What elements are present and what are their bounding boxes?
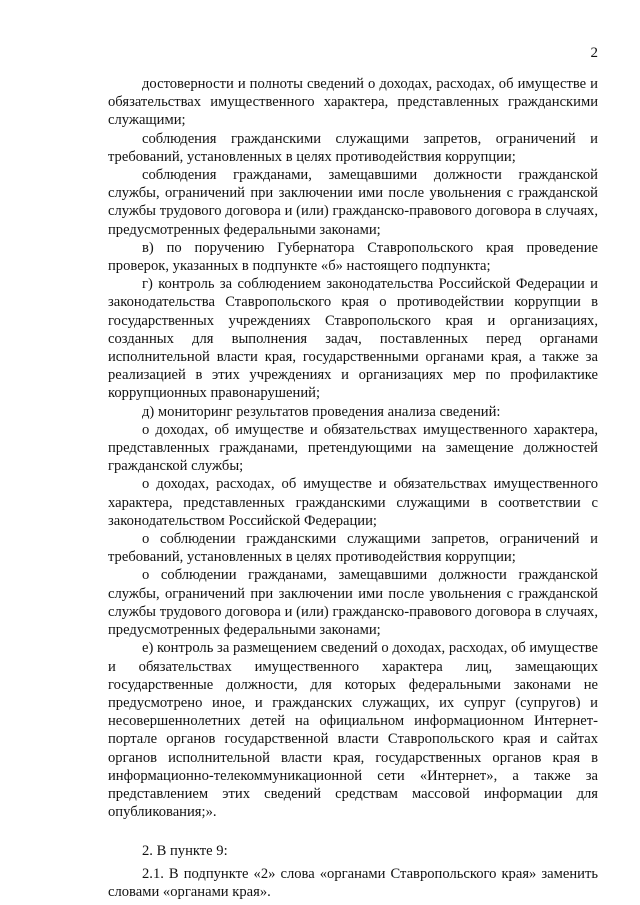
- paragraph: 2.1. В подпункте «2» слова «органами Ставропольского края» заменить словами «органами края».: [108, 865, 598, 900]
- paragraph-gap: [108, 821, 598, 842]
- paragraph: 2. В пункте 9:: [142, 843, 228, 860]
- paragraph: о соблюдении гражданскими служащими запретов, ограничений и требований, установленных в целях противодействия коррупции;: [108, 531, 598, 566]
- paragraph: в) по поручению Губернатора Ставропольского края проведение проверок, указанных в подпункте «б» настоящего подпункта;: [108, 239, 598, 275]
- page-number: 2: [590, 45, 598, 61]
- paragraph: д) мониторинг результатов проведения анализа сведений:: [142, 403, 501, 420]
- paragraph: соблюдения гражданскими служащими запретов, ограничений и требований, установленных в целях противодействия коррупции;: [108, 130, 598, 165]
- paragraph: е) контроль за размещением сведений о доходах, расходах, об имуществе и обязательствах имущественного характера лиц, замещающих государственные должности, для которых федеральными законами не предусмотрено иное, и гражданских служащих, их супруг (супругов) и несовершеннолетних детей на официальном информационном Интернет-портале органов государственной власти Ставропольского края и сайтах органов исполнительной власти края, государственных органов края в информационно-телекоммуникационной сети «Интернет», а также за представлением этих сведений средствам массовой информации для опубликования;».: [108, 640, 598, 821]
- document-body: [108, 75, 598, 901]
- paragraph: достоверности и полноты сведений о доходах, расходах, об имуществе и обязательствах имущественного характера, представленных гражданскими служащими;: [108, 76, 598, 129]
- paragraph: соблюдения гражданами, замещавшими должности гражданской службы, ограничений при заключении ими после увольнения с гражданской службы трудового договора и (или) гражданско-правового договора в случаях, предусмотренных федеральными законами;: [108, 167, 598, 238]
- paragraph: о соблюдении гражданами, замещавшими должности гражданской службы, ограничений при заключении ими после увольнения с гражданской службы трудового договора и (или) гражданско-правового договора в случаях, предусмотренных федеральными законами;: [108, 567, 598, 639]
- paragraph: о доходах, об имуществе и обязательствах имущественного характера, представленных гражданами, претендующими на замещение должностей гражданской службы;: [108, 421, 598, 475]
- paragraph: г) контроль за соблюдением законодательства Российской Федерации и законодательства Ставропольского края о противодействии коррупции в государственных учреждениях Ставропольского края и организациях, созданных для выполнения задач, поставленных перед органами исполнительной власти края, государственными органами края, а также за реализацией в этих учреждениях и организациях мер по профилактике коррупционных правонарушений;: [108, 276, 598, 402]
- paragraph: о доходах, расходах, об имуществе и обязательствах имущественного характера, представленных гражданскими служащими в соответствии с законодательством Российской Федерации;: [108, 476, 598, 529]
